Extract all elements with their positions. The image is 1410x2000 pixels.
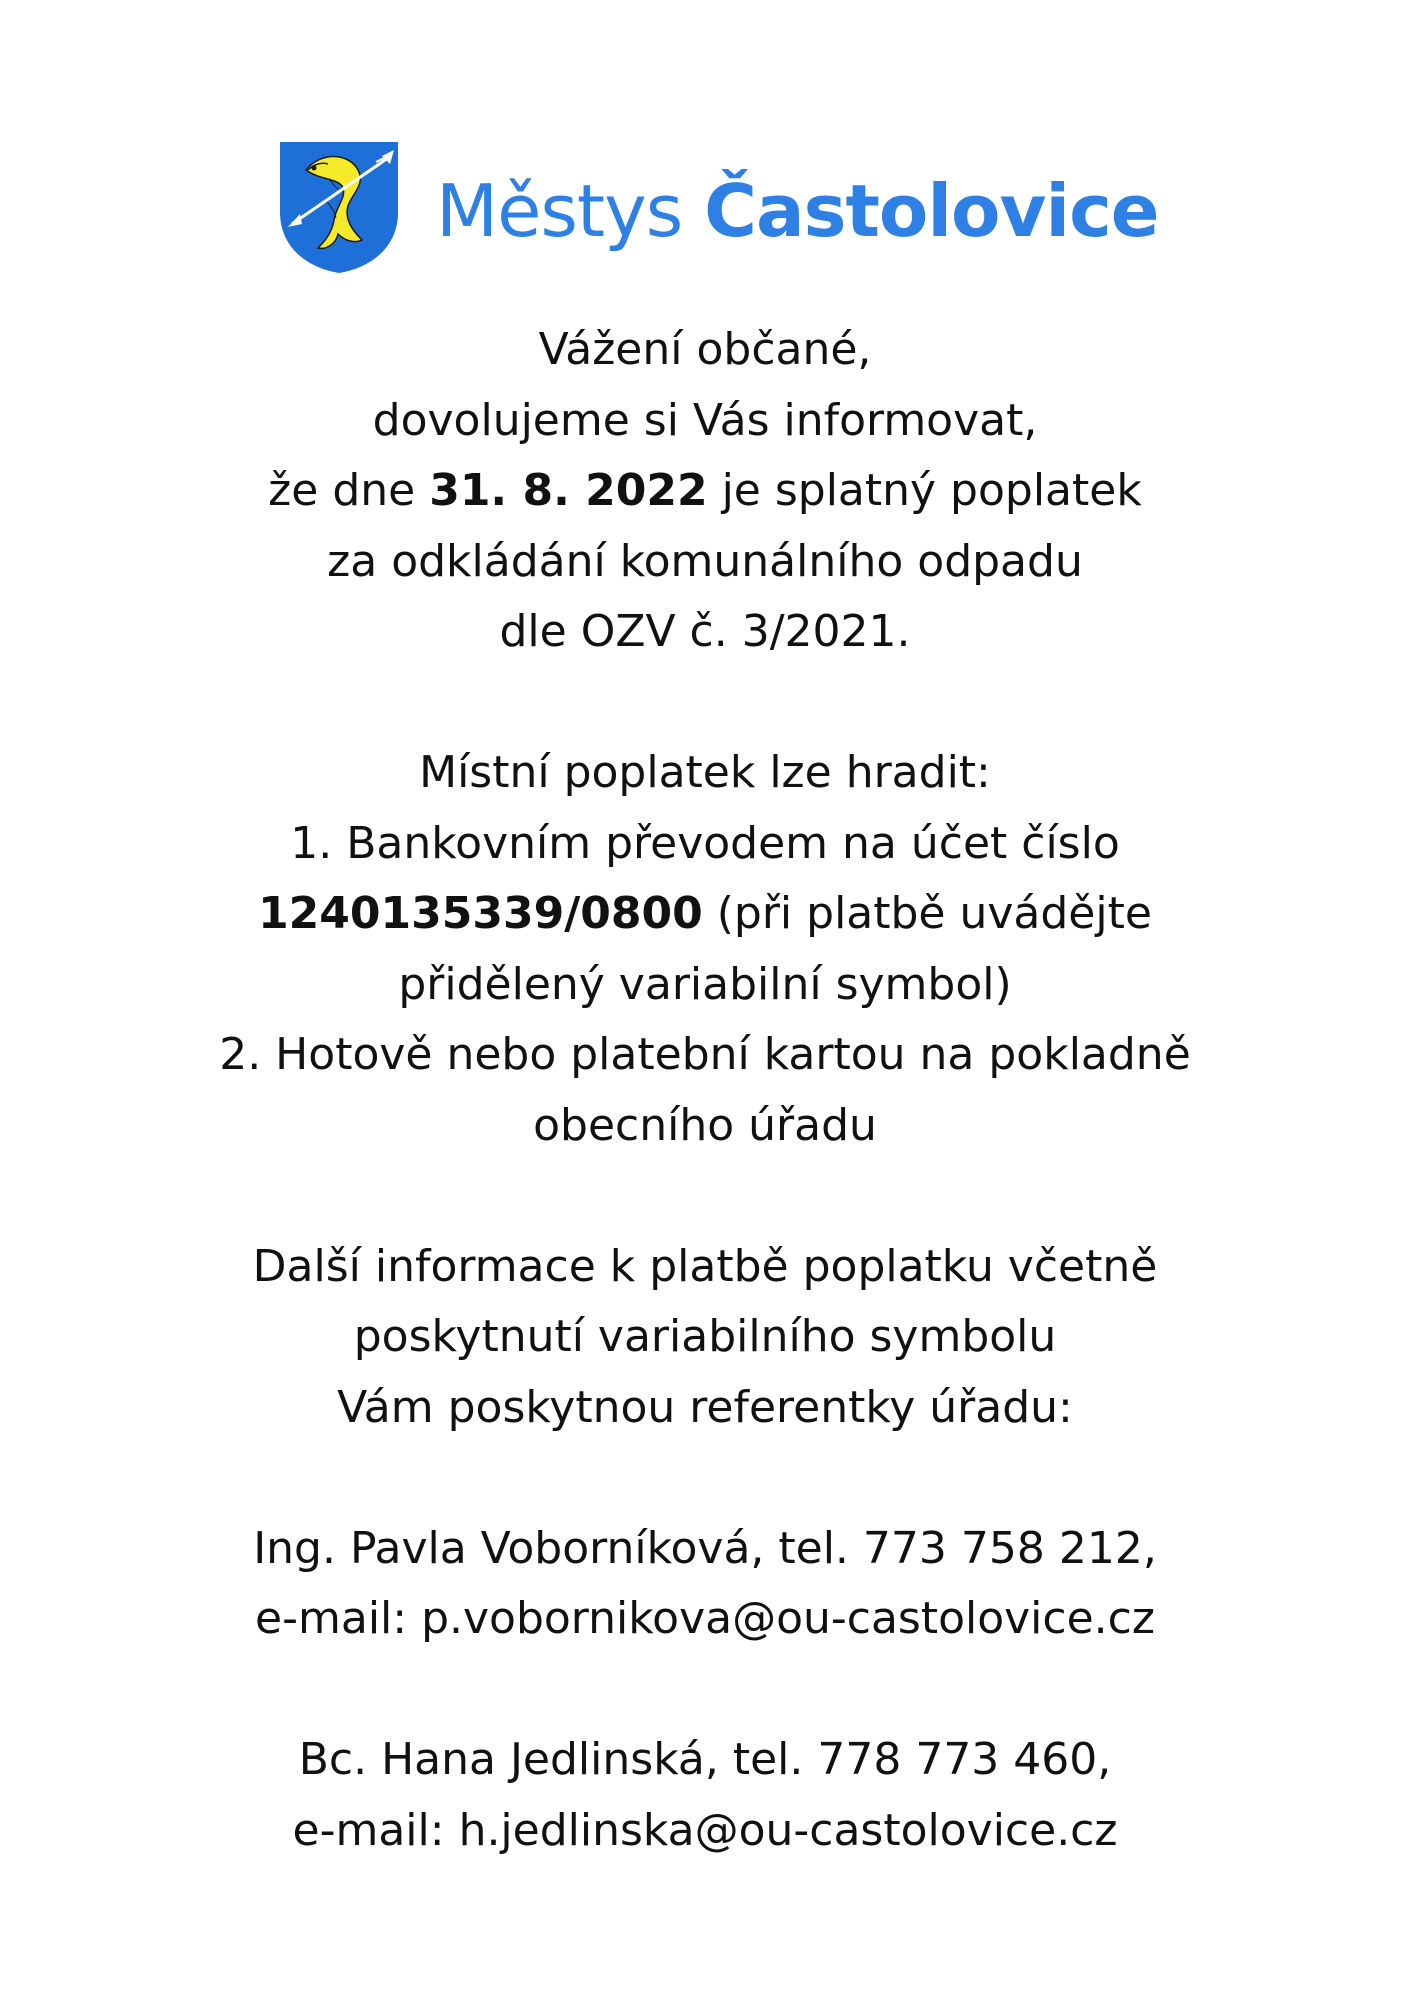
brand-bold: Častolovice [704, 168, 1159, 253]
info-line-3: Vám poskytnou referentky úřadu: [337, 1381, 1073, 1433]
notice-body [0, 315, 1410, 1866]
contact-1-email: e-mail: p.vobornikova@ou-castolovice.cz [255, 1593, 1155, 1644]
notice-line-4: za odkládání komunálního odpadu [327, 535, 1083, 587]
account-number: 1240135339/0800 [258, 888, 703, 939]
payment-option-1-line-1: 1. Bankovním převodem na účet číslo [290, 817, 1120, 869]
greeting: Vážení občané, [538, 324, 872, 375]
contact-2-name-phone: Bc. Hana Jedlinská, tel. 778 773 460, [298, 1734, 1112, 1785]
notice-line-5: dle OZV č. 3/2021. [499, 606, 911, 657]
payment-option-1-line-3: přidělený variabilní symbol) [398, 958, 1012, 1010]
notice-line-3-pre: že dne [268, 465, 430, 516]
brand-regular: Městys [436, 168, 683, 253]
info-line-2: poskytnutí variabilního symbolu [353, 1311, 1057, 1362]
contact-2-email: e-mail: h.jedlinska@ou-castolovice.cz [292, 1804, 1118, 1856]
payment-option-1-line-2 [0, 879, 1410, 950]
municipality-name [436, 168, 1159, 253]
notice-line-3 [0, 456, 1410, 527]
coat-of-arms-icon [278, 140, 400, 275]
spacer [0, 1655, 1410, 1726]
payment-heading: Místní poplatek lze hradit: [419, 747, 991, 798]
payment-option-1-line-2-post: (při platbě uvádějte [702, 888, 1152, 939]
spacer [0, 1161, 1410, 1232]
info-line-1: Další informace k platbě poplatku včetně [252, 1240, 1158, 1292]
contact-1-name-phone: Ing. Pavla Voborníková, tel. 773 758 212, [253, 1522, 1157, 1574]
header-logo [278, 140, 1159, 275]
spacer [0, 668, 1410, 739]
spacer [0, 1443, 1410, 1514]
payment-option-2-line-2: obecního úřadu [533, 1099, 877, 1151]
notice-line-2: dovolujeme si Vás informovat, [372, 394, 1038, 446]
notice-line-3-post: je splatný poplatek [707, 465, 1142, 516]
due-date: 31. 8. 2022 [429, 465, 708, 516]
payment-option-2-line-1: 2. Hotově nebo platební kartou na pokladně [219, 1029, 1191, 1080]
